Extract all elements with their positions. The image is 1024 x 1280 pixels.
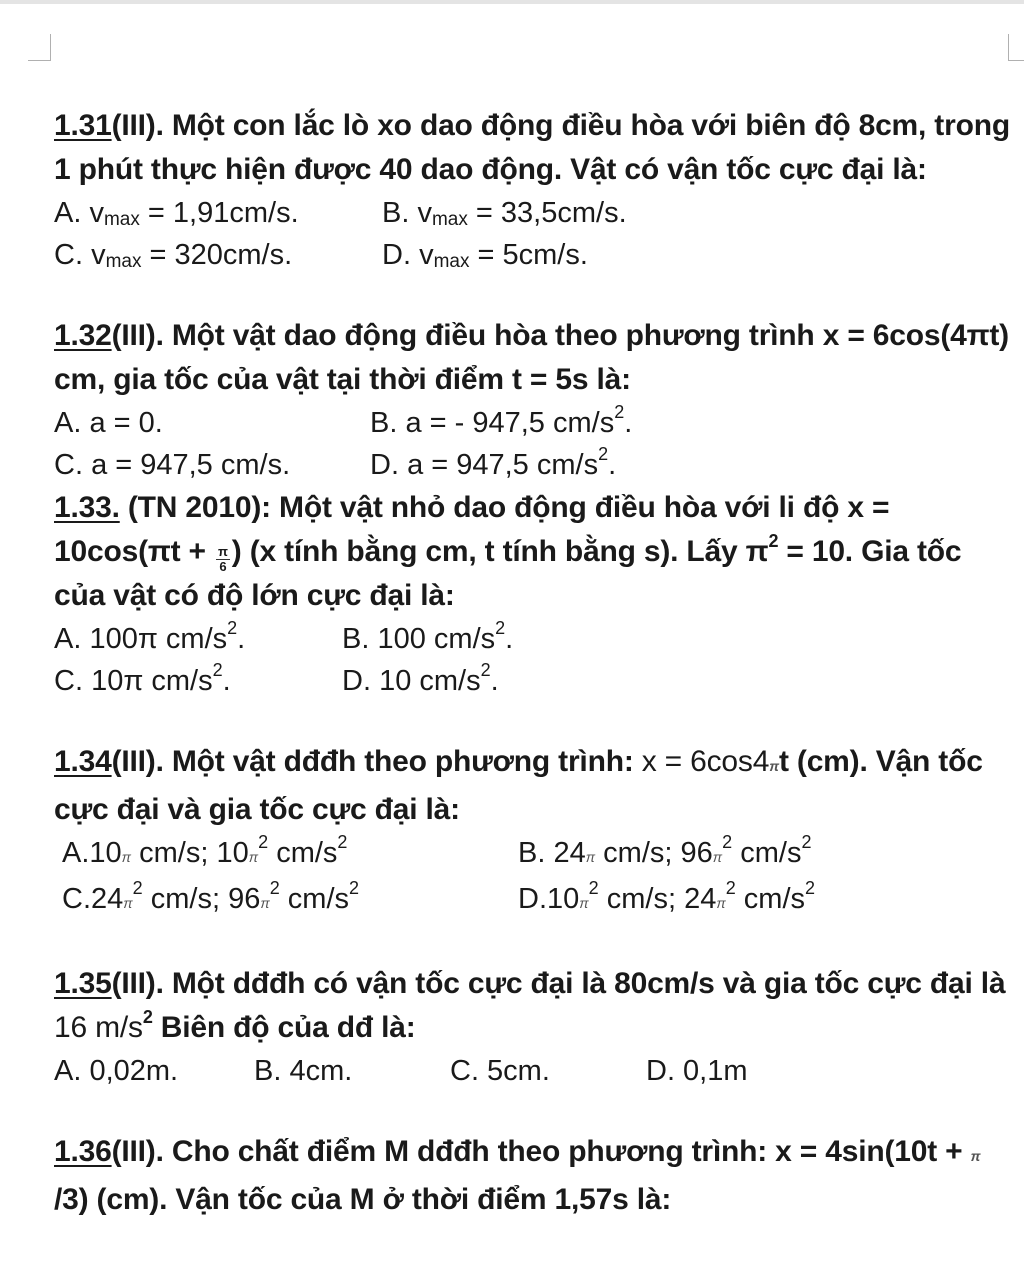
option-subscript: max <box>431 209 468 230</box>
question-number: 1.33. <box>54 491 120 524</box>
option-c <box>54 234 382 276</box>
answer-options <box>54 192 1014 276</box>
option-superscript: 2 <box>349 878 360 898</box>
option-letter: D. <box>382 239 411 271</box>
option-letter: A. <box>54 407 82 439</box>
option-d <box>518 878 938 924</box>
option-c <box>62 878 518 924</box>
option-a <box>62 832 518 878</box>
option-superscript: 2 <box>495 618 506 638</box>
option-letter: B. <box>342 623 370 655</box>
option-superscript: 2 <box>132 878 143 898</box>
option-tail: . <box>237 623 246 655</box>
option-value: 24 <box>91 883 124 915</box>
option-value: 10π cm/s <box>91 665 213 697</box>
answer-options <box>54 618 1014 702</box>
option-a <box>54 192 382 234</box>
option-superscript: 2 <box>614 402 625 422</box>
fraction-numerator: π <box>218 543 228 559</box>
option-letter: C. <box>54 239 83 271</box>
question-number: 1.32 <box>54 319 112 352</box>
option-letter: C. <box>54 665 83 697</box>
option-tail: . <box>624 407 633 439</box>
question-text: (III). Một con lắc lò xo dao động điều hòa với biên độ 8cm, trong 1 phút thực hiện được 40 dao động. Vật có vận tốc cực đại là: <box>54 109 1010 186</box>
option-value: a = 947,5 cm/s. <box>91 449 291 481</box>
option-letter: C. <box>54 449 83 481</box>
question-1-31 <box>54 104 1014 276</box>
question-text: Biên độ của dđ là: <box>152 1011 416 1044</box>
stem-superscript: 2 <box>142 1007 153 1027</box>
option-value: cm/s; 24 <box>606 883 717 915</box>
option-superscript: 2 <box>801 832 812 852</box>
option-c <box>54 444 370 486</box>
option-d <box>382 234 782 276</box>
option-letter: A. <box>62 837 90 869</box>
option-letter: D. <box>518 883 547 915</box>
answer-options <box>54 402 1014 486</box>
pi-symbol: π <box>260 895 270 911</box>
option-variable: v <box>419 239 434 271</box>
option-letter: A. <box>54 197 82 229</box>
option-value: = 1,91cm/s. <box>139 197 299 229</box>
question-stem <box>54 314 1014 402</box>
question-number: 1.35 <box>54 967 112 1000</box>
question-1-33 <box>54 486 1014 702</box>
pi-symbol: π <box>123 895 133 911</box>
option-superscript: 2 <box>598 444 609 464</box>
pi-symbol: π <box>248 849 259 865</box>
option-b: B. 4cm. <box>254 1055 353 1087</box>
fraction-denominator: 6 <box>219 558 227 574</box>
option-value: = 320cm/s. <box>141 239 293 271</box>
option-letter: C. <box>62 883 91 915</box>
page-corner-mark-right <box>1008 34 1024 61</box>
option-superscript: 2 <box>588 878 599 898</box>
option-letter: D. <box>342 665 371 697</box>
top-edge-bar <box>0 0 1024 4</box>
question-text: (III). Một vật dao động điều hòa theo phương trình x = 6cos(4πt) cm, gia tốc của vật tại thời điểm t = 5s là: <box>54 319 1009 396</box>
pi-symbol: π <box>712 849 723 865</box>
option-c <box>54 660 342 702</box>
option-variable: v <box>417 197 432 229</box>
option-b <box>342 618 742 660</box>
question-1-32 <box>54 314 1014 486</box>
pi-symbol: π <box>769 758 779 774</box>
option-value: 24 <box>545 837 586 869</box>
option-a <box>54 618 342 660</box>
question-text: (III). Một dđđh có vận tốc cực đại là 80cm/s và gia tốc cực đại là <box>111 967 1006 1000</box>
question-number: 1.34 <box>54 745 112 778</box>
option-superscript: 2 <box>337 832 348 852</box>
question-text: (TN 2010): Một vật nhỏ dao động điều hòa với li độ x = 10cos(πt + <box>54 491 890 568</box>
option-d <box>370 444 770 486</box>
question-text: t (cm). Vận tốc cực đại và gia tốc cực đại là: <box>54 745 983 826</box>
document-page <box>54 104 1014 1222</box>
question-text: ) (x tính bằng cm, t tính bằng s). Lấy π <box>231 535 769 568</box>
option-superscript: 2 <box>725 878 736 898</box>
option-value: 10 <box>547 883 580 915</box>
option-value: 10 cm/s <box>379 665 481 697</box>
question-stem <box>54 104 1014 192</box>
option-letter: B. <box>518 837 546 869</box>
option-superscript: 2 <box>269 878 280 898</box>
option-value: 100π cm/s <box>89 623 228 655</box>
question-text: /3) (cm). Vận tốc của M ở thời điểm 1,57s là: <box>54 1183 672 1216</box>
option-value: a = 947,5 cm/s <box>407 449 599 481</box>
option-tail: . <box>222 665 231 697</box>
pi-symbol: π <box>579 895 589 911</box>
option-value: a = - 947,5 cm/s <box>405 407 615 439</box>
option-superscript: 2 <box>258 832 269 852</box>
stem-superscript: 2 <box>768 531 779 551</box>
question-stem <box>54 740 1014 832</box>
pi-over-six-fraction <box>216 545 230 574</box>
option-value: 10 <box>89 837 122 869</box>
option-superscript: 2 <box>227 618 238 638</box>
option-value: cm/s <box>740 837 802 869</box>
option-d: D. 0,1m <box>646 1055 748 1087</box>
option-d <box>342 660 742 702</box>
option-subscript: max <box>103 209 140 230</box>
option-tail: . <box>608 449 617 481</box>
answer-options <box>54 832 1014 924</box>
option-value: cm/s <box>287 883 350 915</box>
equation-text: x = 6cos4 <box>641 745 770 778</box>
option-value: cm/s; 10 <box>131 837 249 869</box>
page-corner-mark-left <box>28 34 51 61</box>
question-1-35 <box>54 962 1014 1092</box>
option-letter: A. <box>54 623 82 655</box>
option-tail: . <box>505 623 514 655</box>
option-a: A. 0,02m. <box>54 1055 179 1087</box>
option-superscript: 2 <box>722 832 733 852</box>
option-letter: D. <box>370 449 399 481</box>
option-value: cm/s <box>743 883 806 915</box>
option-superscript: 2 <box>480 660 491 680</box>
question-stem <box>54 486 1014 618</box>
option-value: = 5cm/s. <box>469 239 588 271</box>
pi-symbol: π <box>121 849 132 865</box>
option-superscript: 2 <box>805 878 816 898</box>
question-stem <box>54 962 1014 1050</box>
option-superscript: 2 <box>212 660 223 680</box>
option-value: = 33,5cm/s. <box>467 197 627 229</box>
option-variable: v <box>91 239 106 271</box>
option-b <box>518 832 938 878</box>
option-value: cm/s; 96 <box>595 837 713 869</box>
question-text: = 10. Gia tốc của vật có độ lớn cực đại là: <box>54 535 962 612</box>
option-variable: v <box>89 197 104 229</box>
pi-symbol: π <box>585 849 596 865</box>
question-stem <box>54 1130 1014 1222</box>
answer-options <box>54 1050 1014 1092</box>
option-b <box>382 192 782 234</box>
option-value: cm/s; 96 <box>150 883 261 915</box>
option-value: a = 0. <box>89 407 163 439</box>
question-text: (III). Cho chất điểm M dđđh theo phương trình: x = 4sin(10t + <box>111 1135 971 1168</box>
question-text: (III). Một vật dđđh theo phương trình: <box>111 745 642 778</box>
question-number: 1.36 <box>54 1135 112 1168</box>
question-1-36 <box>54 1130 1014 1222</box>
equation-text: 16 m/s <box>54 1011 143 1044</box>
option-a <box>54 402 370 444</box>
option-letter: B. <box>382 197 410 229</box>
option-c: C. 5cm. <box>450 1055 550 1087</box>
pi-symbol: π <box>970 1148 981 1164</box>
option-subscript: max <box>433 251 470 272</box>
pi-symbol: π <box>716 895 726 911</box>
question-1-34 <box>54 740 1014 924</box>
option-value: cm/s <box>276 837 338 869</box>
option-letter: B. <box>370 407 398 439</box>
option-b <box>370 402 770 444</box>
question-number: 1.31 <box>54 109 112 142</box>
option-tail: . <box>490 665 499 697</box>
option-value: 100 cm/s <box>377 623 496 655</box>
option-subscript: max <box>105 251 142 272</box>
